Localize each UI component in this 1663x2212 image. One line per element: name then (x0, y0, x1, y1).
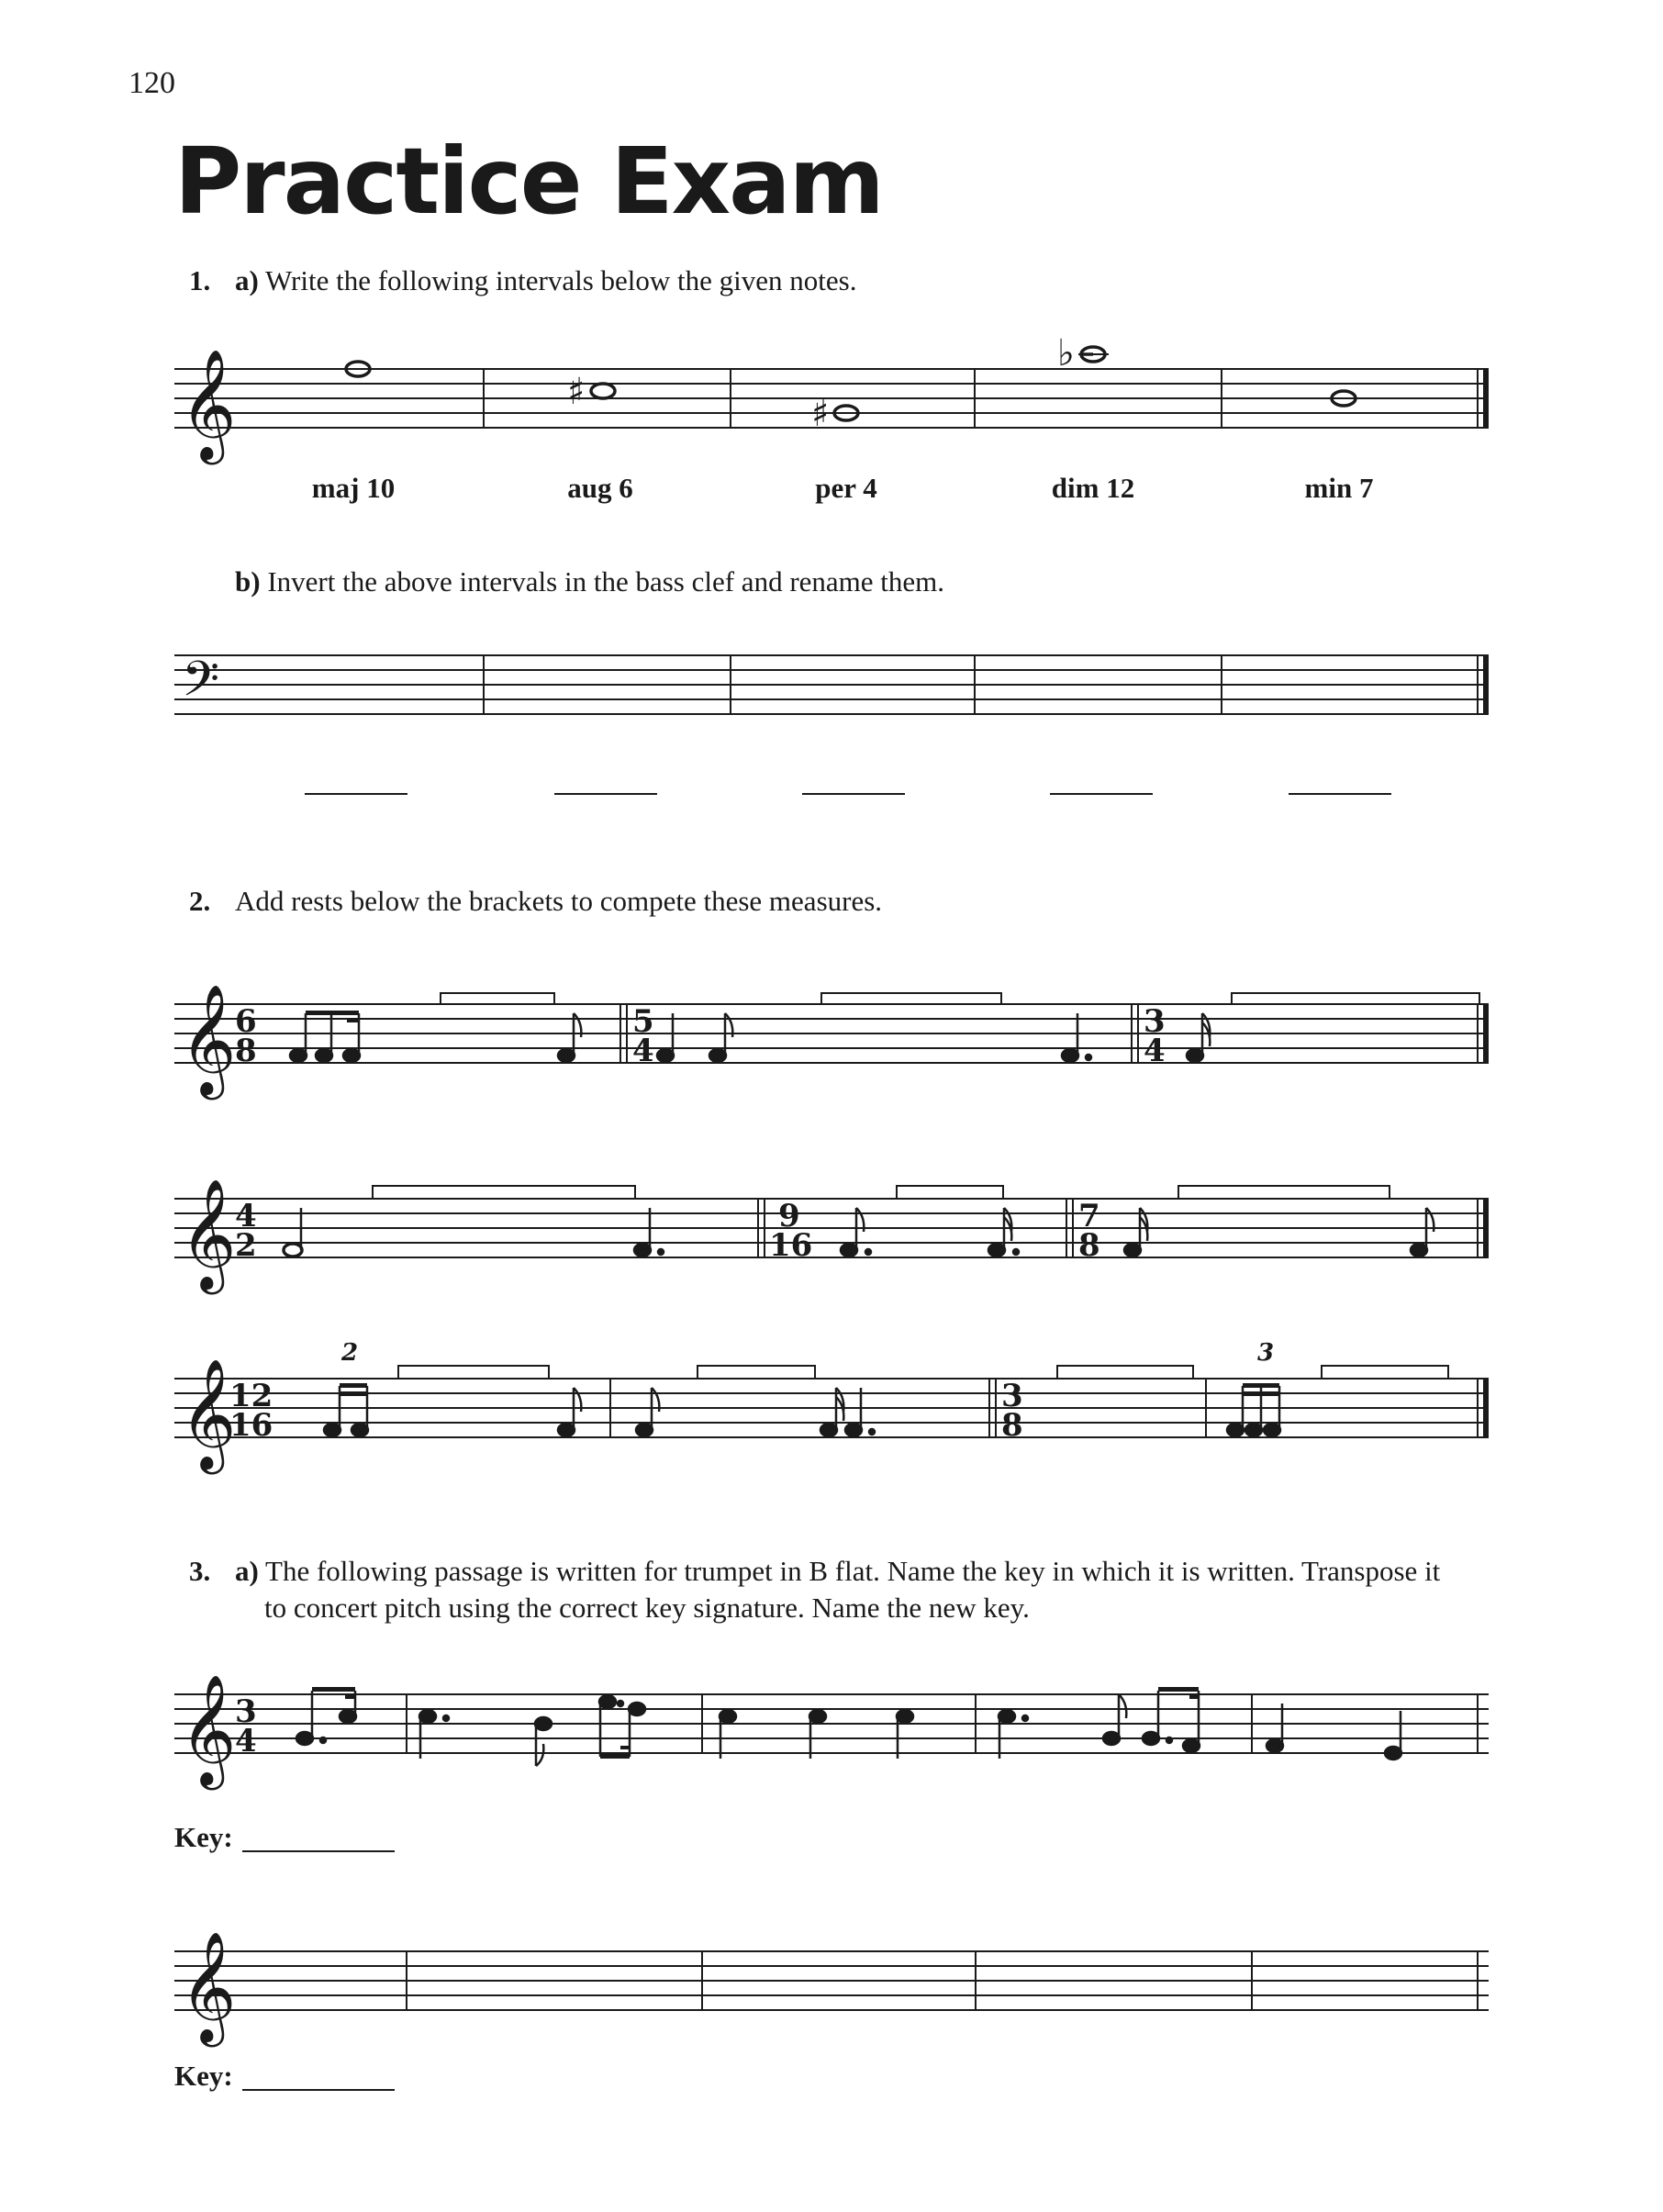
question-text: Write the following intervals below the given notes. (265, 264, 857, 296)
staff-q3-melody (0, 1643, 1663, 1817)
time-signature-bottom: 16 (769, 1227, 813, 1264)
time-signature-bottom: 8 (1001, 1407, 1023, 1444)
staff-q2-line3 (0, 1331, 1663, 1478)
interval-label: min 7 (1304, 472, 1374, 504)
question-text: Invert the above intervals in the bass clef and rename them. (267, 565, 945, 598)
page-number: 120 (128, 66, 175, 100)
time-signature-top: 9 (778, 1198, 800, 1234)
staff-q1a (0, 303, 1663, 486)
key-answer-1 (174, 1821, 395, 1854)
key-blank[interactable] (242, 2089, 395, 2091)
question-3-prompt-line2: to concert pitch using the correct key signature. Name the new key. (264, 1592, 1030, 1624)
key-label: Key: (174, 1821, 233, 1853)
tuplet-number: 3 (1257, 1339, 1275, 1367)
question-part: a) (235, 264, 259, 296)
time-signature-bottom: 4 (235, 1723, 257, 1760)
answer-blank[interactable] (1289, 793, 1391, 795)
time-signature-bottom: 4 (632, 1033, 654, 1069)
time-signature-bottom: 8 (235, 1033, 257, 1069)
time-signature-top: 3 (1001, 1378, 1023, 1414)
time-signature-top: 3 (235, 1693, 257, 1730)
bass-clef-icon: 𝄢 (182, 652, 220, 720)
time-signature-top: 3 (1144, 1003, 1166, 1040)
question-1b-prompt (235, 564, 944, 600)
question-text: Add rests below the brackets to compete these measures. (235, 885, 883, 917)
answer-blank[interactable] (305, 793, 407, 795)
question-2-prompt (189, 883, 882, 920)
answer-blank[interactable] (802, 793, 905, 795)
question-1a-prompt (189, 263, 856, 299)
question-number: 3. (189, 1555, 211, 1587)
time-signature-bottom: 4 (1144, 1033, 1166, 1069)
time-signature-top: 12 (229, 1378, 273, 1414)
interval-label: dim 12 (1051, 472, 1135, 504)
time-signature-top: 5 (632, 1003, 654, 1040)
time-signature-bottom: 16 (229, 1407, 273, 1444)
treble-clef-icon: 𝄞 (180, 983, 237, 1095)
staff-q2-line1 (0, 955, 1663, 1101)
treble-clef-icon: 𝄞 (180, 1930, 237, 2042)
time-signature-bottom: 8 (1078, 1227, 1100, 1264)
treble-clef-icon: 𝄞 (180, 1178, 237, 1290)
staff-q3-transpose[interactable] (0, 1918, 1663, 2065)
question-3-prompt (189, 1553, 1440, 1590)
key-blank[interactable] (242, 1850, 395, 1852)
question-number: 2. (189, 885, 211, 917)
page-title: Practice Exam (174, 128, 883, 235)
tuplet-number: 2 (341, 1339, 359, 1367)
treble-clef-icon: 𝄞 (180, 348, 237, 460)
interval-label: per 4 (815, 472, 877, 504)
staff-q1b-bass[interactable] (0, 633, 1663, 743)
time-signature-top: 6 (235, 1003, 257, 1040)
sharp-icon: ♯ (811, 393, 830, 435)
question-number: 1. (189, 264, 211, 296)
answer-blank[interactable] (554, 793, 657, 795)
question-text: The following passage is written for trumpet in B flat. Name the key in which it is written. Transpose it (265, 1555, 1441, 1587)
interval-label: aug 6 (567, 472, 633, 504)
flat-icon: ♭ (1057, 332, 1075, 374)
treble-clef-icon: 𝄞 (180, 1673, 237, 1785)
staff-q2-line2 (0, 1156, 1663, 1303)
time-signature-top: 4 (235, 1198, 257, 1234)
key-label: Key: (174, 2060, 233, 2092)
question-part: a) (235, 1555, 259, 1587)
question-part: b) (235, 565, 261, 598)
sharp-icon: ♯ (567, 371, 586, 413)
answer-blank[interactable] (1050, 793, 1153, 795)
key-answer-2 (174, 2060, 395, 2093)
time-signature-top: 7 (1078, 1198, 1100, 1234)
interval-label: maj 10 (311, 472, 396, 504)
time-signature-bottom: 2 (235, 1227, 257, 1264)
treble-clef-icon: 𝄞 (180, 1357, 237, 1469)
